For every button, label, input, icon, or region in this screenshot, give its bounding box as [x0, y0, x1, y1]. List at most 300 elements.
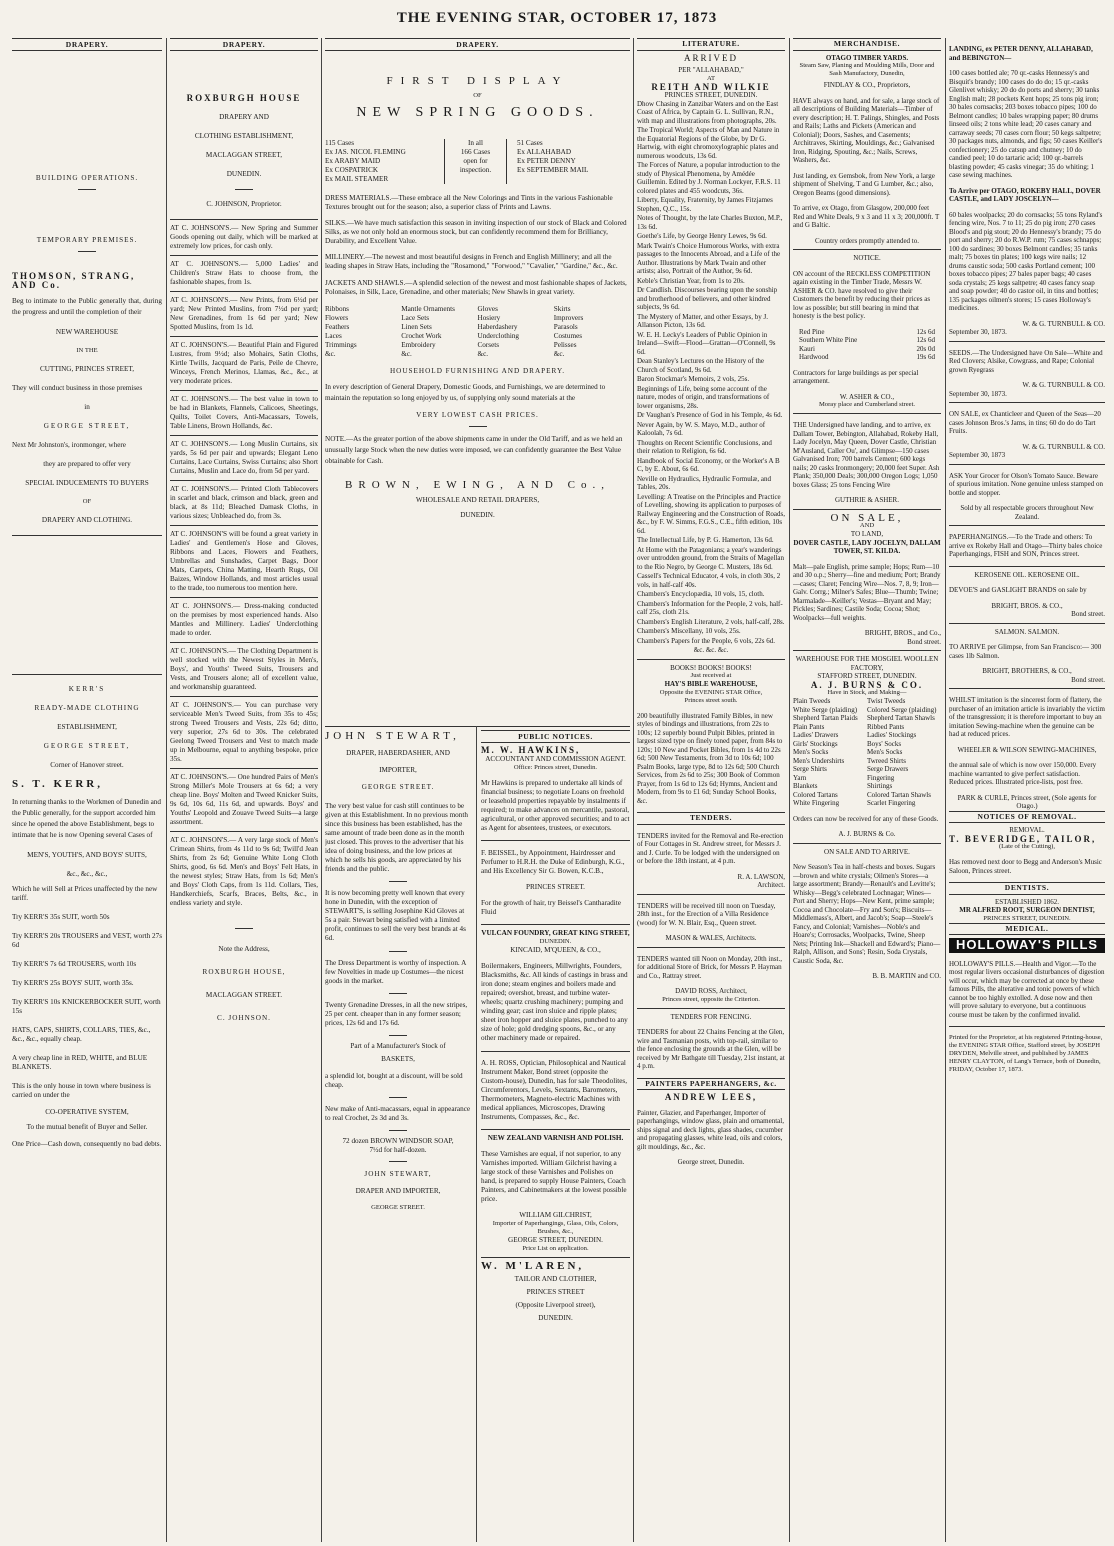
- column-heading: LITERATURE.: [637, 38, 785, 51]
- body-text: TENDERS for about 22 Chains Fencing at the Glen, wire and Tasmanian posts, with top-rail, similar to the fence enclosing the grounds at the Glen, will be received by Mr Bathgate till Tuesday, 21st instant, at 4 p.m.: [637, 1028, 785, 1070]
- column-4: [481, 730, 630, 1540]
- goods-item: Mantle Ornaments: [401, 304, 455, 313]
- body-text: DEVOE'S and GASLIGHT BRANDS on sale by: [949, 586, 1087, 594]
- goods-item: Ribbons: [325, 304, 349, 313]
- body-text: Orders can now be received for any of these Goods.: [793, 814, 939, 823]
- stock-item: Colored Serge (plaiding): [867, 705, 937, 714]
- shipments-table: [325, 139, 630, 184]
- body-text: Corner of Hanover street.: [50, 761, 124, 769]
- heading: PRINCES STREET, DUNEDIN.: [664, 91, 758, 99]
- goods-item: Costumes: [553, 331, 583, 340]
- heading: JOHN STEWART,: [364, 1170, 432, 1179]
- column-rule: [321, 38, 322, 1542]
- body-text: Just received at: [690, 672, 732, 679]
- johnson-ad: [170, 260, 318, 287]
- goods-item: Parasols: [553, 322, 578, 331]
- firm-name: REITH AND WILKIE: [651, 81, 771, 92]
- goods-item: &c.: [325, 349, 336, 358]
- book-entry: Chambers's Information for the People, 2 vols, half-calf 25s, cloth 21s.: [637, 599, 783, 616]
- goods-item: Hosiery: [477, 313, 501, 322]
- firm-name: HAY'S BIBLE WAREHOUSE,: [664, 680, 758, 688]
- ad-text: AT C. JOHNSON'S.— The best value in town to be had in Blankets, Flannels, Calicoes, Sheetings, Quilts, Toilet Covers, Anti-Macassars, Towels, Table Linens, Brown Hollands, &c.: [170, 395, 318, 430]
- firm-name: JOHN STEWART,: [325, 732, 460, 742]
- firm-name: A. J. BURNS & CO.: [810, 679, 924, 690]
- heading: ARRIVED: [684, 52, 738, 63]
- body-text: Have in Stock, and Making—: [827, 689, 907, 696]
- stock-item: Serge Drawers: [867, 765, 909, 773]
- body-text: F. BEISSEL, by Appointment, Hairdresser and Perfumer to H.R.H. the Duke of Edinburgh, K.G., and His Excellency Sir G. Bowen, K.C.B.,: [481, 848, 625, 875]
- shipment-line: Ex SEPTEMBER MAIL: [516, 166, 589, 174]
- book-entry: The Forces of Nature, a popular introduction to the study of Physical Phenomena, by Amédée Guillemin. Edited by J. Norman Lockyer, F.R.S. 11 colored plates and 455 woodcuts, 36s.: [637, 161, 781, 195]
- body-text: It is now becoming pretty well known that every hone in Dunedin, with the exception of STEWART'S, is selling Josephine Kid Gloves at 5s a pair. Stewart being satisfied with a limited profit, continues to sell the very best brands at 4s 6d.: [325, 889, 466, 943]
- book-entry: Goethe's Life, by George Henry Lewes, 9s 6d.: [637, 232, 767, 240]
- heading: READY-MADE CLOTHING: [34, 704, 140, 712]
- body-text: ASK Your Grocer for Olson's Tomato Sauce. Beware of spurious imitation. None genuine unless stamped on bottle and stopper.: [949, 471, 1103, 497]
- johnson-ad: [170, 836, 318, 908]
- johnson-ad: [170, 647, 318, 692]
- goods-item: Laces: [325, 331, 342, 340]
- book-entry: Notes of Thought, by the late Charles Buxton, M.P., 13s 6d.: [637, 214, 783, 231]
- book-entry: The Mystery of Matter, and other Essays, by J. Allanson Picton, 13s 6d.: [637, 312, 768, 329]
- date: September 30, 1873: [949, 451, 1006, 459]
- body-text: HATS, CAPS, SHIRTS, COLLARS, TIES, &c., &c., &c., equally cheap.: [12, 1026, 151, 1043]
- body-text: Bond street.: [1071, 610, 1105, 618]
- book-entry: W. E. H. Lecky's Leaders of Public Opinion in Ireland—Swift—Flood—Grattan—O'Connell, 9s 6d.: [637, 330, 776, 356]
- heading: TAILOR AND CLOTHIER,: [514, 1275, 597, 1284]
- body-text: SILKS.—We have much satisfaction this season in inviting inspection of our stock of Black and Colored Silks, as we not only hold an enormous stock, but can confidently recommend them for Brilliancy, Durability, and Excellent Value.: [325, 219, 627, 246]
- book-entry: Thoughts on Recent Scientific Conclusions, and their relation to Religion, 6s 6d.: [637, 438, 772, 455]
- heading: GEORGE STREET.: [371, 1204, 425, 1212]
- stock-item: Fingering: [867, 773, 895, 782]
- heading: DUNEDIN.: [226, 170, 262, 178]
- book-entry: The Tropical World; Aspects of Man and Nature in the Equatorial Regions of the Globe, by Dr G. Hartwig, with eight chromoxylographic plates and numerous woodcuts, 13s 6d.: [637, 126, 780, 160]
- book-entry: Chambers's Miscellany, 10 vols, 25s.: [637, 627, 741, 635]
- column-rule: [945, 38, 946, 1542]
- ad-text: AT C. JOHNSON'S.— New Spring and Summer Goods opening out daily, which will be marked at extremely low prices, for cash only.: [170, 224, 318, 250]
- section-divider: [325, 726, 630, 727]
- book-entry: Handbook of Social Economy, or the Worker's A B C, by E. About, 6s 6d.: [637, 456, 780, 473]
- body-text: These Varnishes are equal, if not superior, to any Varnishes imported. William Gilchrist having a large stock of these Varnishes and Polishes on hand, is prepared to supply House Painters, Coach Painters, and Cabinetmakers at the lowest possible price.: [481, 1150, 627, 1204]
- goods-item: Embroidery: [401, 340, 436, 349]
- price-value: 20s 0d: [916, 344, 935, 353]
- body-text: they are prepared to offer very: [43, 460, 131, 468]
- heading: NEW WAREHOUSE: [55, 328, 119, 336]
- body-text: Note the Address,: [218, 945, 270, 953]
- heading: DRAPER AND IMPORTER,: [355, 1187, 441, 1196]
- heading: CUTTING, PRINCES STREET,: [39, 365, 135, 373]
- heading: GUTHRIE & ASHER.: [835, 496, 899, 504]
- heading: WILLIAM GILCHRIST,: [519, 1211, 592, 1220]
- body-text: ON account of the RECKLESS COMPETITION again existing in the Timber Trade, Messrs W. ASHER & CO. have resolved to give their Customers the benefit by reducing their prices as low as possible; but still bearing in mind that honesty is the best policy.: [793, 269, 931, 320]
- heading: OF: [473, 92, 482, 99]
- body-text: Next Mr Johnston's, ironmonger, where: [12, 441, 126, 449]
- heading: FIRST DISPLAY: [386, 75, 569, 87]
- heading: PRINCES STREET.: [526, 882, 585, 891]
- price-item: Southern White Pine: [799, 336, 858, 344]
- stock-item: Ladies' Stockings: [867, 731, 917, 739]
- firm-name: W. M'LAREN,: [481, 1260, 585, 1273]
- shipment-line: inspection.: [459, 166, 492, 174]
- body-text: To arrive, ex Otago, from Glasgow, 200,000 feet Red and White Deals, 9 x 3 and 11 x 3; 200,000ft. T and G Baltic.: [793, 204, 940, 229]
- heading: WHEELER & WILSON SEWING-MACHINES,: [957, 745, 1097, 754]
- section-heading: TENDERS.: [637, 812, 785, 825]
- heading: PER "ALLAHABAD,": [678, 66, 744, 74]
- heading: SALMON. SALMON.: [994, 627, 1060, 636]
- goods-item: Corsets: [477, 340, 500, 349]
- heading: LANDING, ex PETER DENNY, ALLAHABAD, and BEBINGTON—: [949, 45, 1093, 62]
- stock-item: Colored Tartans: [793, 790, 838, 799]
- price-line: Try KERR'S 35s SUIT, worth 50s: [12, 913, 110, 921]
- heading: Office: Princes street, Dunedin.: [513, 764, 598, 771]
- stock-item: Twreed Shirts: [867, 756, 906, 765]
- heading: ON SALE,: [830, 511, 904, 524]
- heading: BRIGHT, BROS. & CO.,: [991, 601, 1063, 610]
- ad-text: AT C. JOHNSON'S.— One hundred Pairs of Men's Strong Miller's Mole Trousers at 6s 6d; a very cheap line. Boys' Molten and Tweed Knicker Suits, 9s 6d, 10s 6d, 11s 6d, and upwards. Boys' and Youths' Leopold and Zouave Tweed Suits—a large assortment.: [170, 773, 318, 826]
- heading: SPECIAL INDUCEMENTS TO BUYERS: [25, 479, 149, 487]
- body-text: 60 bales woolpacks; 20 do cornsacks; 55 tons Ryland's fencing wire, Nos. 7 to 11; 25 do pig iron; 270 cases Blood's and pig stout; 20 do Hennessy's brandy; 75 do port and sherry; 20 do R.W.P. rum; 75 cases schnapps; 100 do sardines; 30 boxes Belmont candles; 35 tanks malt; 75 boxes tin plates; 100 kegs wire nails; 12 drums caustic soda; 500 casks Portland cement; 100 boxes tobacco pipes; 27 bales paper bags; 40 cases soda crystals; 25 kegs saltpetre; 40 cases fancy soap and soap powder; 40 do castor oil, in tins and bottles; 135 packages oilmen's stores; 15 cases Holloway's medicines.: [949, 210, 1103, 312]
- shipment-line: 166 Cases: [460, 148, 491, 156]
- book-entry: Mark Twain's Choice Humorous Works, with extra passages to the Innocents Abroad, and a Life of the Author. Illustrations by Mark Twain and other artists; also, Portrait of the Author, 9s 6d.: [637, 241, 781, 275]
- goods-item: &c.: [477, 349, 489, 358]
- heading: BRIGHT, BROTHERS, & CO.,: [982, 667, 1072, 675]
- body-text: (Late of the Cutting),: [998, 843, 1056, 850]
- price-row: [793, 353, 941, 362]
- book-entry: Never Again, by W. S. Mayo, M.D., author of Kaloolah, 7s 6d.: [637, 420, 766, 437]
- goods-item: &c.: [401, 349, 412, 358]
- stock-item: Serge Shirts: [793, 765, 827, 773]
- heading: PRINCES STREET: [526, 1288, 585, 1297]
- body-text: Bond street.: [907, 637, 941, 646]
- masthead: [0, 0, 1114, 34]
- stock-item: Twist Tweeds: [867, 697, 906, 705]
- heading: PARK & CURLE, Princes street, (Sole agents for Otago.): [957, 793, 1097, 810]
- body-text: in: [84, 403, 90, 411]
- ad-text: AT C. JOHNSON'S.— Printed Cloth Tablecovers in scarlet and black, crimson and black, green and black, at 8s 11d; Bleached Damask Cloths, in various sizes; Unbleached do, from 3s.: [170, 485, 318, 520]
- johnson-ad: [170, 701, 318, 764]
- stock-item: Men's Undershirts: [793, 756, 845, 765]
- stock-item: Colored Tartan Shawls: [867, 790, 931, 799]
- goods-item: Gloves: [477, 304, 498, 313]
- firm-name: M. W. HAWKINS,: [481, 745, 581, 755]
- body-text: Princes street south.: [684, 696, 738, 704]
- heading: ESTABLISHMENT,: [57, 723, 117, 731]
- heading: DUNEDIN.: [460, 510, 495, 519]
- stock-item: Shepherd Tartan Plaids: [793, 714, 858, 722]
- book-entry: Dr Vaughan's Presence of God in his Temple, 4s 6d.: [637, 411, 783, 419]
- section-heading: DENTISTS.: [949, 882, 1105, 895]
- heading: REMOVAL.: [1009, 826, 1045, 834]
- shipment-line: Ex ALLAHABAD: [516, 148, 572, 156]
- body-text: TO ARRIVE per Glimpse, from San Francisco:— 300 cases 1lb Salmon.: [949, 643, 1102, 660]
- body-text: ON SALE, ex Chanticleer and Queen of the Seas—20 cases Johnson Bros.'s Jams, in tins; 60 do do do Tart Fruits.: [949, 410, 1101, 435]
- body-text: Has removed next door to Begg and Anderson's Music Saloon, Princes street.: [949, 858, 1102, 875]
- body-text: Contractors for large buildings as per special arrangement.: [793, 368, 919, 385]
- heading: FINDLAY & CO., Proprietors,: [823, 81, 911, 89]
- johnson-ad: [170, 485, 318, 521]
- johnson-ad: [170, 602, 318, 638]
- body-text: MASON & WALES, Architects.: [665, 934, 757, 942]
- firm-name: T. BEVERIDGE, TAILOR,: [949, 833, 1097, 844]
- body-text: NOTE.—As the greater portion of the above shipments came in under the Old Tariff, and as we held an unusually large Stock when the new duties were imposed, we can confidently guarantee the Best Value obtainable for Cash.: [325, 434, 623, 465]
- heading: BRIGHT, BROS., and Co.,: [864, 629, 941, 637]
- heading: 72 dozen BROWN WINDSOR SOAP,: [342, 1137, 454, 1146]
- stock-grid: [793, 697, 941, 808]
- book-entry: Dean Stanley's Lectures on the History of the Church of Scotland, 9s 6d.: [637, 357, 765, 374]
- book-entry: Chambers's Papers for the People, 6 vols, 22s 6d.: [637, 636, 775, 645]
- price-value: 12s 6d: [916, 336, 935, 344]
- goods-item: Flowers: [325, 313, 349, 322]
- body-text: Twenty Grenadine Dresses, in all the new stripes, 25 per cent. cheaper than in any former season; prices, 12s 6d and 17s 6d.: [325, 1001, 468, 1028]
- heading: W. & G. TURNBULL & CO.: [1022, 381, 1105, 389]
- firm-name: VULCAN FOUNDRY, GREAT KING STREET,: [481, 929, 630, 938]
- body-text: OF: [82, 498, 92, 505]
- stock-item: Scarlet Fingering: [867, 799, 916, 807]
- shipment-line: 115 Cases: [325, 139, 355, 147]
- shipment-line: Ex ARABY MAID: [325, 157, 381, 165]
- stock-item: Ladies' Drawers: [793, 731, 839, 739]
- ad-text: AT C. JOHNSON'S.— 5,000 Ladies' and Children's Straw Hats to choose from, the fashionable shapes, from 1s.: [170, 260, 318, 286]
- column-rule: [166, 38, 167, 1542]
- heading: CO-OPERATIVE SYSTEM,: [45, 1108, 129, 1116]
- body-text: Country orders promptly attended to.: [814, 236, 919, 245]
- johnson-ad: [170, 296, 318, 332]
- heading: WHOLESALE AND RETAIL DRAPERS,: [415, 495, 540, 504]
- heading: DRAPERY AND CLOTHING.: [41, 516, 133, 524]
- stock-item: Yarn: [793, 773, 807, 782]
- heading: STAFFORD STREET, DUNEDIN.: [817, 672, 917, 680]
- body-text: Princes street, opposite the Criterion.: [662, 995, 760, 1003]
- stock-item: Shepherd Tartan Shawls: [867, 714, 935, 722]
- heading: DUNEDIN.: [538, 1314, 573, 1323]
- heading: IMPORTER,: [379, 766, 417, 774]
- stock-item: Plain Pants: [793, 722, 825, 731]
- price-line: Try KERR'S 10s KNICKERBOCKER SUIT, worth 15s: [12, 998, 161, 1015]
- heading: W. & G. TURNBULL & CO.: [1022, 319, 1105, 328]
- price-line: Try KERR'S 20s TROUSERS and VEST, worth 27s 6d: [12, 932, 162, 949]
- ad-text: AT C. JOHNSON'S.— New Prints, from 6½d per yard; New Printed Muslins, from 7½d per yard; New Grenadines, from 1s 6d per yard; New Spotted Muslins, from 1s 1d.: [170, 296, 318, 331]
- body-text: Malt—pale English, prime sample; Hops; Rum—10 and 30 o.p.; Sherry—fine and medium; Port; Brandy—cases; Claret; Fencing Wire—Nos. 7, 8, 9; Iron—Galv. Corrg.; Milner's Safes; Blue—Thumb; Twine; Marmalade—Keiller's; Vestas—Bryant and May; Pickles; Sardines; Castile Soda; Cocoa; Shot; Woolpacks—full weights.: [793, 562, 941, 622]
- body-text: WHILST imitation is the sincerest form of flattery, the purchaser of an imitation article is invariably the victim of the transgression; it is therefore important to buy an imitation Sewing-machine when the genuine can be had at reduced prices.: [949, 696, 1105, 738]
- heading: AT: [706, 74, 716, 82]
- column-3-top: [325, 38, 630, 726]
- johnson-ad: [170, 530, 318, 593]
- heading: GEORGE STREET.: [361, 783, 435, 791]
- body-text: 7½d for half-dozen.: [369, 1146, 427, 1155]
- price-line: Try KERR'S 25s BOYS' SUIT, worth 35s.: [12, 979, 134, 987]
- column-heading: DRAPERY.: [325, 38, 630, 51]
- column-heading: PUBLIC NOTICES.: [481, 730, 630, 743]
- heading: VERY LOWEST CASH PRICES.: [416, 410, 539, 419]
- heading: BUILDING OPERATIONS.: [35, 174, 139, 182]
- ad-text: AT C. JOHNSON'S.— Beautiful Plain and Figured Lustres, from 9½d; also Mohairs, Satin Cloths, Kirtle Twills, Jacquard de Paris, Peile de Chevre, Winceys, French Merinos, Llamas, &c., &c., at very moderate prices.: [170, 341, 318, 385]
- heading: KERR'S: [68, 685, 106, 693]
- column-7: [949, 38, 1105, 1540]
- goods-item: Underclothing: [477, 331, 520, 340]
- price-item: Kauri: [799, 344, 815, 353]
- price-item: Hardwood: [799, 353, 829, 361]
- price-value: 19s 6d: [916, 353, 935, 361]
- body-text: The Dress Department is worthy of inspection. A few Novelties in made up Costumes—the nicest goods in the market.: [325, 958, 466, 985]
- heading: HOUSEHOLD FURNISHING AND DRAPERY.: [389, 366, 566, 375]
- stock-item: Boys' Socks: [867, 739, 902, 748]
- shipment-line: Ex JAS. NICOL FLEMING: [325, 148, 406, 156]
- firm-name: BROWN, EWING, AND Co.,: [345, 478, 610, 491]
- heading: DRAPERY AND: [219, 113, 269, 121]
- heading: BOOKS! BOOKS! BOOKS!: [670, 663, 752, 672]
- stock-item: Shirtings: [867, 782, 893, 790]
- body-text: Painter, Glazier, and Paperhanger, Importer of paperhangings, window glass, plain and ornamental, ships signal and deck lights, glass shades, cucumber and propagating glasses, white lead, oils and colors, gilt mouldings, &c., &c.: [637, 1108, 784, 1151]
- column-rule: [476, 726, 477, 1542]
- imprint: Printed for the Proprietor, at his registered Printing-house, the EVENING STAR Office, Stafford street, by JOSEPH DRYDEN, Melville street, and published by JAMES HENRY CLAYTON, of Lang's Terrace, both of Dunedin, FRIDAY, October 17, 1873.: [949, 1033, 1103, 1073]
- body-text: AND: [859, 522, 875, 529]
- price-line: Try KERR'S 7s 6d TROUSERS, worth 10s: [12, 960, 137, 968]
- heading: DRAPER, HABERDASHER, AND: [346, 749, 450, 757]
- heading: KEROSENE OIL. KEROSENE OIL.: [974, 570, 1080, 579]
- heading: GEORGE STREET,: [43, 742, 131, 750]
- goods-item: Trimmings: [325, 340, 357, 349]
- heading: W. ASHER & CO.,: [839, 392, 895, 401]
- goods-item: Crochet Work: [401, 331, 442, 340]
- body-text: &c. &c. &c.: [693, 646, 729, 654]
- body-text: The very best value for cash still continues to be given at this Establishment. In no previous month since this business has been established, has the same amount of trade been done as in the month just closed. This proves to the advertiser that his idea of doing business, and the low prices at which he sells his goods, are appreciated by his friends and the public.: [325, 802, 468, 873]
- body-text: Boilermakers, Engineers, Millwrights, Founders, Blacksmiths, &c. All kinds of castings in brass and iron done; steam engines and boilers made and repaired; overshot, breast, and turbine water-wheels; quartz crushing machinery; pumping and winding gear; cast iron sluice and ripple plates; sheet iron hopper and sluice plates, punched to any size of hole; gold dredging spoons, &c., or any other machinery made or repaired.: [481, 962, 628, 1043]
- body-text: MILLINERY.—The newest and most beautiful designs in French and English Millinery; and all the leading shapes in Straw Hats, including the "Rosamond," "Forwood," "Cavalier," "Gardine," &c., &c.: [325, 253, 618, 271]
- shipment-line: open for: [463, 157, 488, 165]
- column-heading: DRAPERY.: [170, 38, 318, 51]
- heading: W. & G. TURNBULL & CO.: [1022, 442, 1105, 451]
- body-text: TENDERS invited for the Removal and Re-erection of Four Cottages in St. Andrew street, for Messrs J. and J. Curle. To be lodged with the undersigned on or before the 18th instant, at 4 p.m.: [637, 831, 784, 865]
- price-table: [793, 328, 941, 362]
- body-text: a splendid lot, bought at a discount, will be sold cheap.: [325, 1071, 463, 1089]
- column-rule: [789, 38, 790, 1542]
- book-entry: Neville on Hydraulics, Hydraulic Formulæ, and Tables, 20s.: [637, 474, 771, 491]
- heading: GEORGE STREET,: [43, 422, 131, 430]
- heading: ACCOUNTANT AND COMMISSION AGENT.: [485, 755, 626, 763]
- body-text: New make of Anti-macassars, equal in appearance to real Crochet, 2s 3d and 3s.: [325, 1104, 471, 1122]
- book-entry: At Home with the Patagonians; a year's wanderings over untrodden ground, from the Straits of Magellan to the Rio Negro, by George C. Musters, 18s 6d.: [637, 545, 784, 571]
- heading: IN THE: [76, 347, 98, 354]
- goods-item: &c.: [553, 349, 565, 358]
- heading: GEORGE STREET, DUNEDIN.: [508, 1236, 603, 1245]
- body-text: One Price—Cash down, consequently no bad debts.: [12, 1140, 162, 1148]
- column-heading: DRAPERY.: [12, 38, 162, 51]
- body-text: Which he will Sell at Prices unaffected by the new tariff.: [12, 885, 158, 902]
- heading: TEMPORARY PREMISES.: [36, 236, 138, 244]
- heading: DUNEDIN.: [539, 938, 572, 946]
- goods-item: Linen Sets: [401, 322, 432, 331]
- goods-item: Pelisses: [553, 340, 577, 349]
- heading: B. B. MARTIN and CO.: [872, 972, 941, 980]
- body-text: SEEDS.—The Undersigned have On Sale—White and Red Clovers; Alsike, Cowgrass, and Rape; Colonial grown Ryegrass: [949, 348, 1103, 374]
- body-text: the annual sale of which is now over 150,000. Every machine warranted to give perfect satisfaction. Reduced prices. Illustrated price-lists, post free.: [949, 761, 1097, 786]
- heading: NOTICE.: [853, 254, 881, 262]
- body-text: A very cheap line in RED, WHITE, and BLUE BLANKETS.: [12, 1054, 148, 1071]
- heading: NEW SPRING GOODS.: [356, 105, 599, 120]
- body-text: DRESS MATERIALS.—These embrace all the New Colorings and Tints in the various Fashionable Textures brought out for the season; also, a superior class of Prints and Lawns.: [325, 194, 613, 211]
- heading: KINCAID, M'QUEEN, & CO.,: [510, 946, 601, 955]
- body-text: Sold by all respectable grocers throughout New Zealand.: [960, 504, 1094, 521]
- firm-name: MR ALFRED ROOT, SURGEON DENTIST,: [959, 906, 1095, 914]
- heading: CLOTHING ESTABLISHMENT,: [194, 132, 294, 140]
- column-5: [637, 38, 785, 1540]
- body-text: Price List on application.: [522, 1245, 589, 1253]
- stock-item: Girls' Stockings: [793, 739, 838, 748]
- book-entry: Baron Stockmar's Memoirs, 2 vols, 25s.: [637, 375, 750, 383]
- price-row: [793, 345, 941, 354]
- heading: ON SALE AND TO ARRIVE.: [824, 847, 910, 856]
- book-entry: Levelling: A Treatise on the Principles and Practice of Levelling, showing its application to purposes of Railway Engineering and the Construction of Roads, &c., by F. W. Simms, F.G.S., C.E., fifth edition, 10s 6d.: [637, 492, 785, 535]
- column-6: [793, 38, 941, 1540]
- ad-text: AT C. JOHNSON'S.— Dress-making conducted on the premises by most experienced hands. Also Mantles and Millinery. Ladies' Underclothing made to order.: [170, 602, 318, 637]
- body-text: In returning thanks to the Workmen of Dunedin and the Public generally, for the support accorded him since he opened the above Establishment, begs to intimate that he is now Opening several Cases of: [12, 798, 161, 839]
- body-text: Steam Saw, Planing and Moulding Mills, Door and Sash Manufactory, Dunedin,: [799, 62, 935, 77]
- store-name: ROXBURGH HOUSE: [186, 93, 302, 103]
- shipment-line: Ex COSPATRICK: [325, 166, 379, 174]
- shipment-line: Ex MAIL STEAMER: [325, 175, 389, 183]
- body-text: JACKETS AND SHAWLS.—A splendid selection of the newest and most fashionable shapes of Jackets, Polonaises, in Silk, Lace, Grenadine, and other materials; New Shawls in great variety.: [325, 278, 627, 296]
- book-entry: Chambers's Encyclopædia, 10 vols, 15, cloth.: [637, 590, 765, 598]
- shipment-line: Ex PETER DENNY: [516, 157, 576, 165]
- ad-text: AT C. JOHNSON'S.— A very large stock of Men's Crimean Shirts, from 4s 11d to 9s 6d; Twill'd Jean Shirts, from 2s 6d; Genuine White Long Cloth Shirts, good, 6s 6d. Men's and Boys' Felt Hats, in the newest styles; Straw Hats, from 1s 6d; Men's and Boys' Cloth Caps, from 1s 11d. Collars, Ties, Handkerchiefs, Scarfs, Braces, Belts, &c., in endless variety and style.: [170, 836, 318, 907]
- section-heading: MEDICAL.: [949, 923, 1105, 936]
- body-text: Part of a Manufacturer's Stock of: [350, 1042, 446, 1051]
- heading: MEN'S, YOUTH'S, AND BOYS' SUITS,: [27, 851, 147, 859]
- body-text: TENDERS will be received till noon on Tuesday, 28th inst., for the Erection of a Villa Residence (wood) for W. N. Blair, Esq., Queen street.: [637, 901, 776, 927]
- book-entry: Dr Candlish. Discourses bearing upon the sonship and brotherhood of believers, and other kindred subjects, 9s 6d.: [637, 286, 778, 311]
- book-entry: The Intellectual Life, by P. G. Hamerton, 13s 6d.: [637, 536, 774, 544]
- firm-name: ANDREW LEES,: [664, 1092, 758, 1102]
- heading: ESTABLISHED 1862.: [995, 897, 1059, 906]
- body-text: DAVID ROSS, Architect,: [675, 987, 747, 995]
- heading: TO LAND,: [850, 530, 884, 538]
- body-text: PAPERHANGINGS.—To the Trade and others: To arrive ex Rokeby Hall and Otago—Thirty bales choice Paperhangings, FISH and SON, Princes street.: [949, 533, 1103, 558]
- firm-name: NEW ZEALAND VARNISH AND POLISH.: [487, 1133, 624, 1142]
- body-text: They will conduct business in those premises: [12, 384, 143, 392]
- column-1: [12, 38, 162, 1540]
- body-text: Just landing, ex Gemsbok, from New York, a large shipment of Shelving, T and G Lumber, &c.; also, Oregon Beams (good dimensions).: [793, 171, 935, 197]
- firm-name: THOMSON, STRANG, AND Co.: [12, 271, 136, 290]
- body-text: Opposite the EVENING STAR Office,: [659, 688, 763, 696]
- body-text: Beg to intimate to the Public generally that, during the progress and until the completion of their: [12, 297, 162, 316]
- goods-item: Improvers: [553, 313, 584, 322]
- column-2: [170, 38, 318, 1540]
- goods-item: Feathers: [325, 322, 350, 331]
- goods-item: Lace Sets: [401, 313, 429, 322]
- body-text: &c., &c., &c.,: [66, 870, 108, 878]
- proprietor-name: S. T. KERR,: [12, 778, 103, 790]
- column-3-stewart: [325, 732, 471, 1540]
- book-entry: Keble's Christian Year, from 1s to 20s.: [637, 276, 745, 285]
- holloway-banner: HOLLOWAY'S PILLS: [949, 938, 1105, 953]
- stock-item: Blankets: [793, 782, 818, 790]
- stock-item: Plain Tweeds: [793, 697, 831, 705]
- stock-item: White Serge (plaiding): [793, 705, 858, 714]
- heading: ROXBURGH HOUSE,: [202, 968, 286, 976]
- section-heading: NOTICES OF REMOVAL.: [949, 811, 1105, 824]
- body-text: THE Undersigned have landing, and to arrive, ex Dallam Tower, Bebington, Allahabad, Rokeby Hall, Lady Jocelyn, May Queen, Dover Castle, Christian M'Ausland, Caller Ou', and Glimpse—150 cases Galvanised Iron; 700 barrels Cement; 600 kegs nails; 20 casks Ironmongery; 20,000 feet Super. Ash Plank; 350,000 Deals; 300,000 Oregon Logs; 1,050 boxes Glass; 25 tons Fencing Wire: [793, 421, 940, 489]
- goods-grid: [325, 305, 630, 359]
- heading: BASKETS,: [381, 1055, 415, 1064]
- stock-item: Men's Socks: [867, 748, 903, 756]
- price-row: [793, 336, 941, 345]
- heading: A. J. BURNS & Co.: [838, 830, 896, 838]
- johnson-ad: [170, 341, 318, 386]
- body-text: (Opposite Liverpool street),: [515, 1301, 596, 1310]
- heading: DOVER CASTLE, LADY JOCELYN, DALLAM TOWER, ST. KILDA.: [793, 538, 941, 555]
- firm-name: OTAGO TIMBER YARDS.: [825, 53, 909, 62]
- shipment-line: 51 Cases: [516, 139, 543, 147]
- book-entry: Liberty, Equality, Fraternity, by James Fitzjames Stephen, Q.C., 15s.: [637, 196, 773, 213]
